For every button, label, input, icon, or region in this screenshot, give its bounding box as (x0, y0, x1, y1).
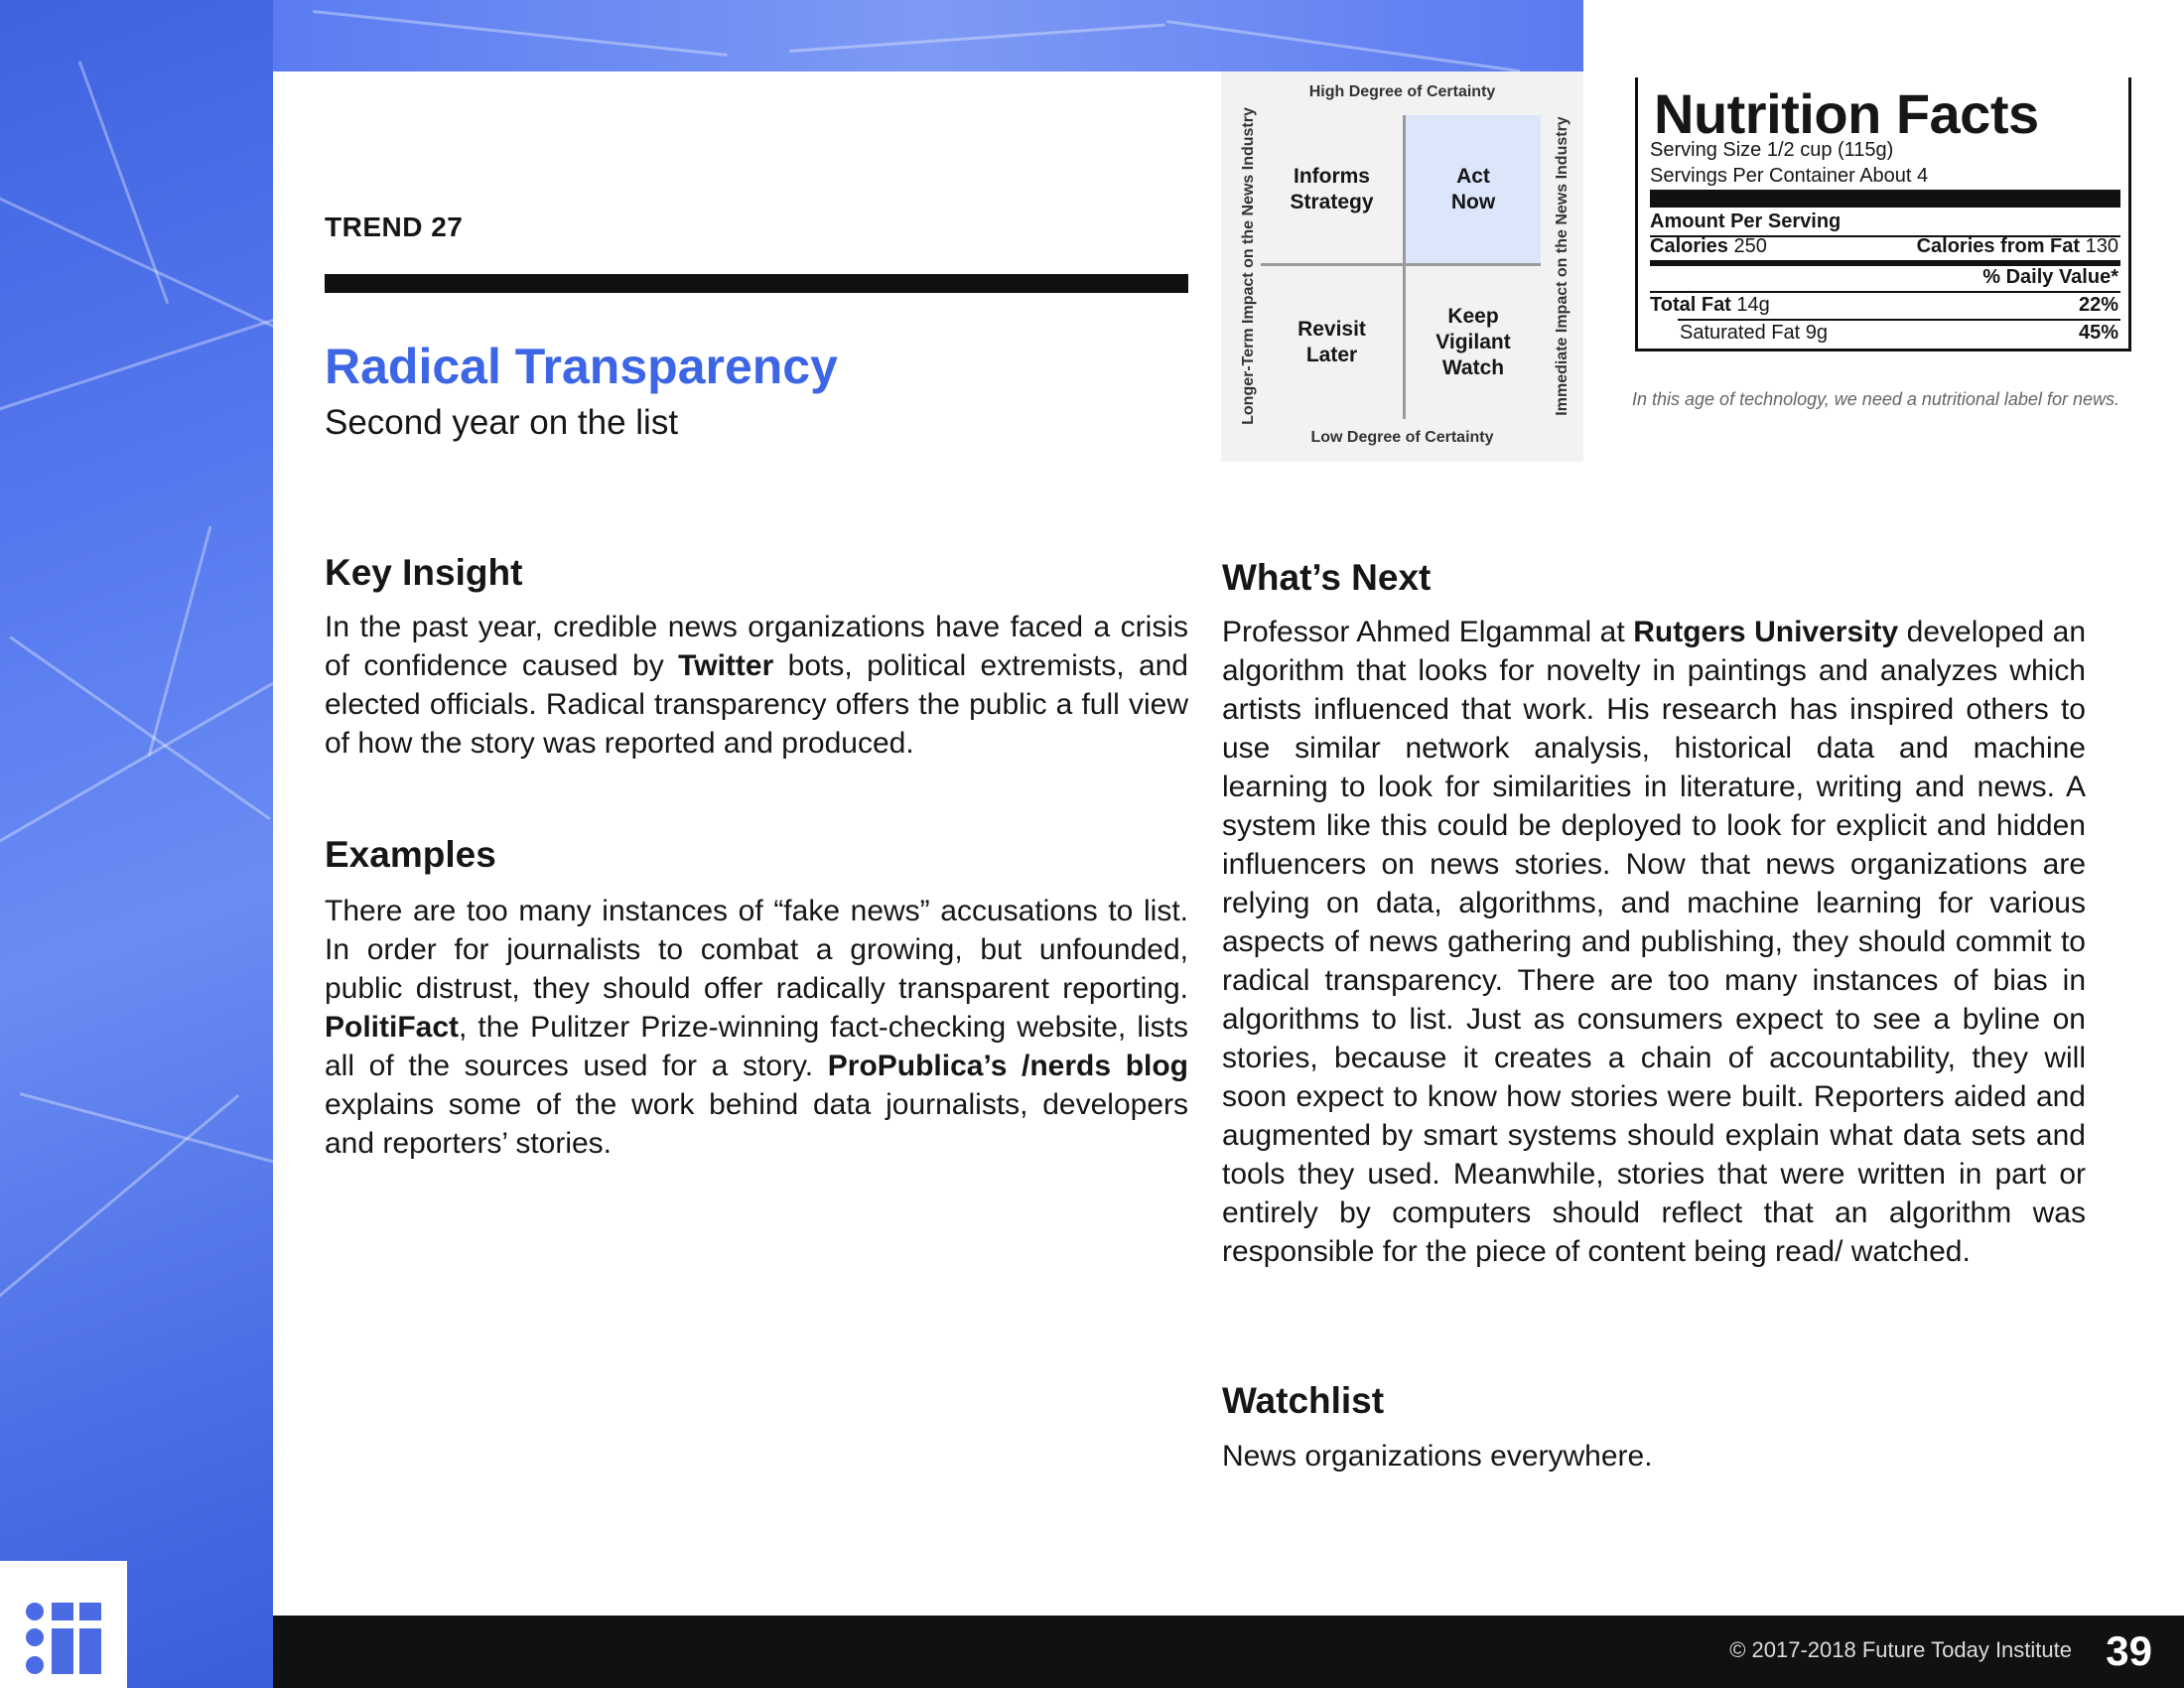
header-divider-bar (325, 274, 1188, 293)
nutrition-facts-label (1635, 77, 2131, 352)
decorative-background-left (0, 0, 273, 1688)
matrix-top-label: High Degree of Certainty (1308, 83, 1496, 100)
footer-copyright: © 2017-2018 Future Today Institute (1729, 1637, 2072, 1662)
page-number: 39 (2106, 1627, 2152, 1674)
nutrition-calories-from-fat: Calories from Fat 130 (1916, 235, 2118, 257)
nutrition-servings-per-container: Servings Per Container About 4 (1650, 165, 1929, 187)
future-today-institute-logo-icon (0, 1561, 127, 1688)
nutrition-saturated-fat: Saturated Fat 9g (1680, 322, 1828, 344)
matrix-cell-act-now: Act Now (1450, 164, 1496, 213)
examples-text: There are too many instances of “fake news” accusations to list. In order for journalists to combat a growing, but unfounded, public distrust, they should offer radically transparent reporting. PolitiFact, the Pulitzer Prize-winning fact-checking website, lists all of the sources used for a story. ProPublica’s /nerds blog explains some of the work behind data journalists, developers and reporters’ stories. (325, 895, 1188, 1160)
whats-next-text: Professor Ahmed Elgammal at Rutgers University developed an algorithm that looks for novelty in paintings and analyzes which artists influenced that work. His research has inspired others to use similar network analysis, historical data and machine learning to look for similarities in literature, writing and news. A system like this could be deployed to look for explicit and hidden influencers on news stories. Now that news organizations are relying on data, algorithms, and machine learning for various aspects of news gathering and publishing, they should commit to radical transparency. There are too many instances of bias in algorithms to list. Just as consumers expect to see a byline on stories, because it creates a chain of accountability, they will soon expect to know how stories were built. Reporters aided and augmented by smart systems should explain what data sets and tools they used. Meanwhile, stories that were written in part or entirely by computers should reflect that an algorithm was responsible for the piece of content being read/ watched. (1222, 616, 2087, 1268)
nutrition-title: Nutrition Facts (1654, 82, 2039, 145)
nutrition-caption: In this age of technology, we need a nutritional label for news. (1632, 389, 2119, 409)
matrix-right-label: Immediate Impact on the News Industry (1554, 116, 1570, 416)
matrix-left-label: Longer-Term Impact on the News Industry (1240, 107, 1257, 425)
matrix-cell-revisit-later: Revisit Later (1297, 318, 1366, 366)
certainty-impact-matrix (1221, 71, 1583, 462)
nutrition-calories: Calories 250 (1650, 235, 1767, 257)
decorative-background-top (273, 0, 1583, 71)
nutrition-amount-per-serving: Amount Per Serving (1650, 211, 1842, 232)
watchlist-text: News organizations everywhere. (1222, 1440, 1653, 1473)
page-subtitle: Second year on the list (325, 403, 679, 442)
nutrition-serving-size: Serving Size 1/2 cup (115g) (1650, 139, 1894, 161)
nutrition-total-fat: Total Fat 14g (1650, 294, 1770, 316)
matrix-cell-keep-vigilant-watch: Keep Vigilant Watch (1435, 305, 1511, 379)
page-title: Radical Transparency (325, 339, 838, 394)
nutrition-daily-value-header: % Daily Value* (1982, 266, 2118, 288)
nutrition-saturated-fat-pct: 45% (2078, 322, 2118, 344)
key-insight-text: In the past year, credible news organizations have faced a crisis of confidence caused by Twitter bots, political extremists, and elected officials. Radical transparency offers the public a full view of how the story was reported and produced. (325, 611, 1188, 760)
key-insight-heading: Key Insight (325, 552, 523, 593)
examples-heading: Examples (325, 834, 496, 875)
trend-number: TREND 27 (325, 211, 464, 242)
page-footer (273, 1616, 2184, 1688)
nutrition-total-fat-pct: 22% (2078, 294, 2118, 316)
matrix-cell-informs-strategy: Informs Strategy (1290, 164, 1374, 213)
whats-next-heading: What’s Next (1222, 557, 1432, 598)
matrix-bottom-label: Low Degree of Certainty (1310, 429, 1494, 446)
watchlist-heading: Watchlist (1222, 1380, 1385, 1421)
